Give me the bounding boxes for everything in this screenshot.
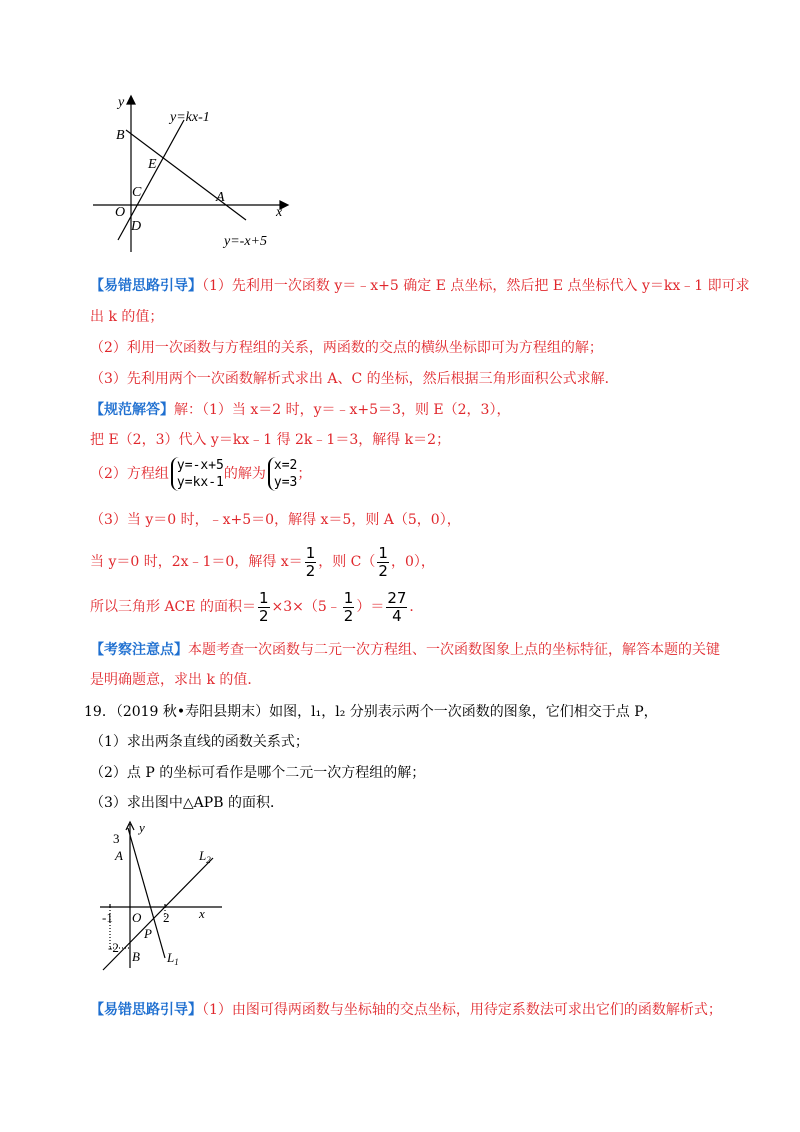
sol18-s3-pre: （2）方程组 (90, 466, 169, 482)
fig1-x-label: x (276, 205, 283, 220)
fig2-y-label: y (139, 820, 145, 835)
sol18-s6-c: ）＝ (356, 599, 385, 615)
sol18-tag-analysis: 【易错思路引导】 (90, 278, 202, 294)
sol18-s3 (90, 454, 311, 494)
sol18-analysis-line1 (90, 276, 750, 296)
fig2-origin-label: O (132, 910, 142, 925)
sol18-n1: 本题考查一次函数与二元一次方程组、一次函数图象上点的坐标特征，解答本题的关键 (188, 642, 720, 658)
sol18-s5-b: ，则 C（ (318, 554, 376, 570)
sol18-s1: 解：（1）当 x＝2 时，y＝﹣x+5＝3，则 E（2，3）， (174, 402, 511, 418)
fig1-eq-top: y=kx-1 (170, 110, 210, 125)
fraction-27-4 (386, 588, 407, 625)
sol18-p2: （2）利用一次函数与方程组的关系，两函数的交点的横纵坐标即可为方程组的解； (90, 340, 603, 356)
figure-2 (95, 818, 225, 978)
sol18-sys2-eq2: y=3 (273, 475, 298, 490)
q19-stem-text: （2019 秋•寿阳县期末）如图，l₁，l₂ 分别表示两个一次函数的图象，它们相交于点 P， (115, 704, 658, 720)
frac-den: 2 (305, 561, 316, 580)
fig1-line-y-neg-x-5 (126, 130, 246, 220)
sol18-s5-a: 当 y＝0 时，2x﹣1＝0，解得 x＝ (90, 554, 303, 570)
fig2-x-label: x (199, 906, 205, 921)
q19-q2: （2）点 P 的坐标可看作是哪个二元一次方程组的解； (90, 765, 426, 781)
sol18-s6-end: ． (409, 599, 424, 615)
sol18-s6-b: ×3×（5﹣ (271, 599, 341, 615)
fig1-point-E: E (148, 157, 157, 172)
fig2-L2-letter: L (199, 848, 207, 863)
fig2-point-A: A (115, 848, 123, 863)
sol18-s6 (90, 585, 423, 629)
fig1-line-y-kx-1 (118, 120, 184, 240)
fig1-point-A: A (216, 190, 225, 205)
fig2-tick-2-label: 2 (163, 910, 170, 925)
frac-num: 1 (378, 543, 388, 562)
fig1-y-label: y (118, 95, 125, 110)
fig2-line-L2 (103, 858, 213, 970)
fig2-point-B: B (132, 949, 140, 964)
q19-q1: （1）求出两条直线的函数关系式； (90, 734, 309, 750)
fig1-origin-label: O (115, 205, 126, 220)
sol18-s3-mid: 的解为 (223, 466, 266, 482)
fraction-one-half (377, 543, 389, 580)
sol18-s6-a: 所以三角形 ACE 的面积＝ (90, 599, 256, 615)
sol18-s3-end: ； (297, 466, 312, 482)
frac-num: 1 (305, 543, 316, 562)
sol18-sys2-eq1: x=2 (273, 458, 298, 473)
fraction-one-half (305, 543, 317, 580)
fig1-point-B: B (116, 128, 125, 143)
sol18-note-line1 (90, 640, 720, 660)
sol18-p1a: （1）先利用一次函数 y＝﹣x+5 确定 E 点坐标，然后把 E 点坐标代入 y＝kx﹣1 即可求 (202, 278, 750, 294)
sol18-sys1-eq1: y=-x+5 (176, 458, 224, 473)
sol18-tag-note: 【考察注意点】 (90, 642, 188, 658)
fig1-y-arrow (127, 96, 135, 104)
q19-stem (84, 702, 658, 722)
frac-den: 2 (258, 606, 269, 625)
frac-den: 4 (392, 606, 402, 625)
frac-num: 1 (258, 588, 269, 607)
sol18-n2: 是明确题意，求出 k 的值． (90, 672, 262, 688)
fig1-point-C: C (132, 185, 142, 200)
sol18-p1b: 出 k 的值； (90, 309, 164, 325)
sol18-s4: （3）当 y＝0 时，﹣x+5＝0，解得 x＝5，则 A（5，0）， (90, 512, 461, 528)
fig2-label-L1 (166, 950, 179, 967)
fig1-point-D: D (131, 219, 142, 234)
frac-num: 27 (387, 588, 407, 607)
fig2-L1-sub: 1 (174, 957, 179, 967)
fig2-tick-3: 3 (113, 831, 120, 846)
sol19-tag-analysis: 【易错思路引导】 (90, 1002, 202, 1018)
sol18-tag-answer: 【规范解答】 (90, 402, 174, 418)
sol18-s5-c: ，0）， (390, 554, 435, 570)
frac-num: 1 (343, 588, 354, 607)
fig2-L2-sub: 2 (206, 855, 211, 865)
q19-q3: （3）求出图中△APB 的面积． (90, 795, 284, 811)
sol18-s5 (90, 540, 435, 584)
frac-den: 2 (378, 561, 388, 580)
sol18-p3: （3）先利用两个一次函数解析式求出 A、C 的坐标，然后根据三角形面积公式求解． (90, 371, 619, 387)
fig2-point-P: P (144, 926, 152, 941)
fig2-tick-m2-label: -2 (108, 940, 119, 955)
sol19-analysis-line1 (90, 1000, 722, 1020)
fraction-one-half (258, 588, 270, 625)
fig2-L1-letter: L (167, 950, 175, 965)
fig1-eq-bottom: y=-x+5 (224, 234, 267, 249)
q19-number: 19． (84, 704, 116, 720)
figure-1 (88, 92, 298, 257)
sol18-system-2 (268, 457, 297, 491)
sol18-s2: 把 E（2，3）代入 y＝kx﹣1 得 2k﹣1＝3，解得 k＝2； (90, 432, 451, 448)
fig2-label-L2 (198, 848, 211, 865)
frac-den: 2 (343, 606, 354, 625)
sol19-p1: （1）由图可得两函数与坐标轴的交点坐标，用待定系数法可求出它们的函数解析式； (202, 1002, 722, 1018)
fig2-tick-m1-label: -1 (102, 910, 113, 925)
sol18-system-1 (171, 457, 224, 491)
sol18-sys1-eq2: y=kx-1 (176, 475, 224, 490)
fraction-one-half (343, 588, 355, 625)
sol18-answer-line1 (90, 400, 510, 420)
